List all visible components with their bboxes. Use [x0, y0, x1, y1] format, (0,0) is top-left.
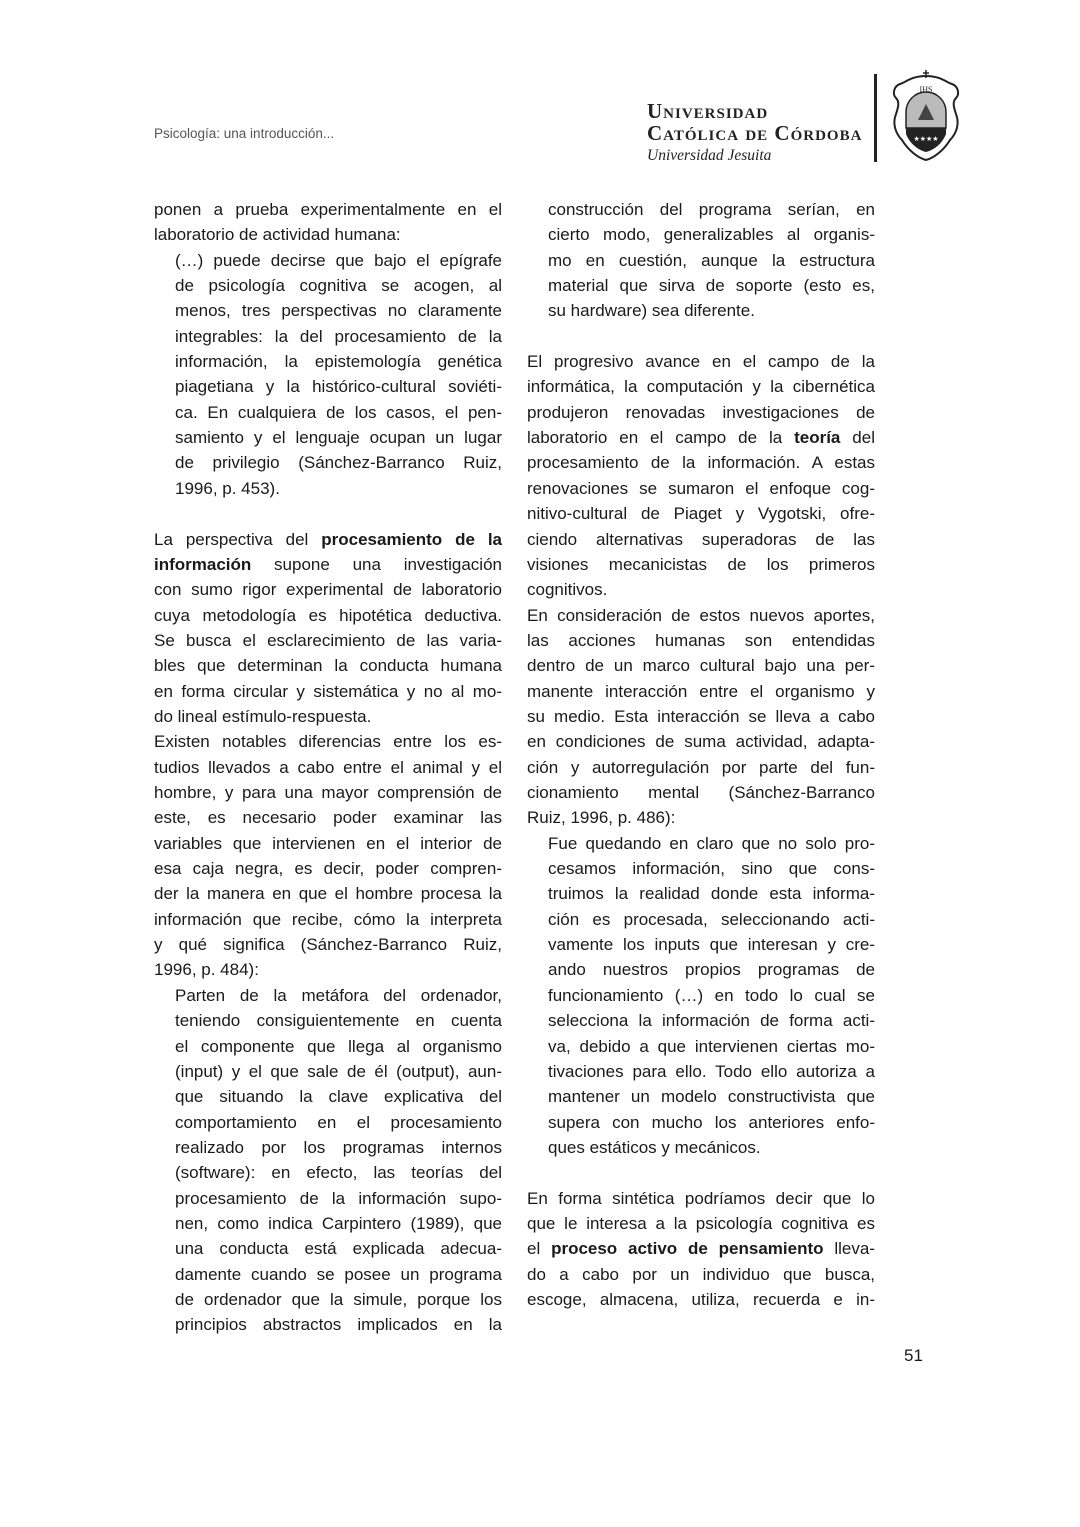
text-span: laboratorio en el campo de la — [527, 428, 795, 448]
text-line: Ruiz, 1996, p. 486): — [527, 808, 676, 828]
university-crest-icon — [890, 68, 962, 166]
text-line: vamente los inputs que interesan y cre- — [548, 935, 875, 955]
paragraph — [527, 1186, 875, 1313]
text-line: samiento y el lenguaje ocupan un lugar — [175, 428, 502, 448]
text-line: su hardware) sea diferente. — [548, 301, 755, 321]
text-line: (input) y el que sale de él (output), aun- — [175, 1061, 502, 1081]
text-line: esa caja negra, es decir, poder compren- — [154, 859, 502, 879]
text-line: truimos la realidad donde esta informa- — [548, 884, 875, 904]
text-line: der la manera en que el hombre procesa la — [154, 884, 502, 904]
university-tagline: Universidad Jesuita — [647, 147, 772, 164]
text-line — [527, 425, 875, 450]
text-line: do a cabo por un individuo que busca, — [527, 1264, 875, 1284]
text-line: integrables: la del procesamiento de la — [175, 326, 502, 346]
text-line: construcción del programa serían, en — [548, 200, 875, 219]
bold-term: teoría — [794, 428, 841, 448]
text-line: mantener un modelo constructivista que — [548, 1087, 875, 1107]
svg-text:★★★★: ★★★★ — [913, 136, 939, 143]
text-line: El progresivo avance en el campo de la — [527, 352, 875, 372]
text-span: supone una investigación — [251, 554, 502, 574]
text-line: comportamiento en el procesamiento — [175, 1112, 502, 1132]
text-line: y qué significa (Sánchez-Barranco Ruiz, — [154, 935, 502, 955]
text-line: En forma sintética podríamos decir que lo — [527, 1188, 875, 1208]
text-line: su medio. Esta interacción se lleva a cabo — [527, 706, 875, 726]
page-number: 51 — [904, 1346, 923, 1365]
text-line: nen, como indica Carpintero (1989), que — [175, 1213, 502, 1233]
text-line: do lineal estímulo-respuesta. — [154, 706, 372, 726]
text-line: este, es necesario poder examinar las — [154, 808, 502, 828]
bold-term: procesamiento de la — [321, 529, 503, 549]
text-line: funcionamiento (…) en todo lo cual se — [548, 985, 875, 1005]
text-line: que le interesa a la psicología cognitiva es — [527, 1213, 875, 1233]
university-name-line1: Universidad — [647, 99, 769, 123]
svg-text:IHS: IHS — [919, 85, 933, 94]
paragraph — [527, 603, 875, 831]
block-quote — [175, 983, 502, 1338]
text-line: las acciones humanas son entendidas — [527, 630, 875, 650]
text-line: visiones mecanicistas de los primeros — [527, 554, 875, 574]
header-divider — [874, 74, 877, 162]
text-line: material que sirva de soporte (esto es, — [548, 276, 875, 296]
text-line: supera con mucho los anteriores enfo- — [548, 1112, 875, 1132]
text-span: La perspectiva del — [154, 529, 322, 549]
text-line: ciendo alternativas superadoras de las — [527, 529, 875, 549]
text-line: de privilegio (Sánchez-Barranco Ruiz, — [175, 453, 502, 473]
text-line: ques estáticos y mecánicos. — [548, 1137, 761, 1157]
text-line: ción es procesada, seleccionando acti- — [548, 909, 875, 929]
text-line: ción y autorregulación por parte del fun- — [527, 757, 875, 777]
text-span: el — [527, 1239, 552, 1259]
text-line: cesamos información, sino que cons- — [548, 859, 875, 879]
text-line: cierto modo, generalizables al organis- — [548, 225, 875, 245]
text-line: Se busca el esclarecimiento de las varia- — [154, 630, 502, 650]
bold-term: información — [154, 554, 252, 574]
text-line: con sumo rigor experimental de laboratorio — [154, 580, 502, 600]
text-line: que situando la clave explicativa del — [175, 1087, 502, 1107]
paragraph — [154, 197, 502, 248]
text-line: damente cuando se posee un programa — [175, 1264, 502, 1284]
block-quote — [175, 248, 502, 501]
text-line: produjeron renovadas investigaciones de — [527, 402, 875, 422]
text-line: mo en cuestión, aunque la estructura — [548, 250, 875, 270]
text-line: En consideración de estos nuevos aportes, — [527, 605, 875, 625]
paragraph — [527, 349, 875, 602]
text-line: (software): en efecto, las teorías del — [175, 1163, 502, 1183]
text-line: en forma circular y sistemática y no al mo- — [154, 681, 502, 701]
paragraph — [154, 729, 502, 982]
text-line: una conducta está explicada adecua- — [175, 1239, 502, 1259]
text-line: realizado por los programas internos — [175, 1137, 502, 1157]
text-line: cuya metodología es hipotética deductiva. — [154, 605, 502, 625]
text-line: cionamiento mental (Sánchez-Barranco — [527, 783, 875, 802]
text-line: ando nuestros propios programas de — [548, 960, 875, 980]
text-line: información que recibe, cómo la interpreta — [154, 909, 502, 929]
text-line: Fue quedando en claro que no solo pro- — [548, 833, 875, 853]
text-line: Existen notables diferencias entre los es- — [154, 732, 502, 752]
text-line: laboratorio de actividad humana: — [154, 225, 401, 245]
text-line: el componente que llega al organismo — [175, 1036, 502, 1056]
text-line: bles que determinan la conducta humana — [154, 656, 502, 676]
text-line: va, debido a que intervienen ciertas mo- — [548, 1036, 875, 1056]
text-line: informática, la computación y la cibernética — [527, 377, 875, 397]
text-line: información, la epistemología genética — [175, 352, 502, 372]
text-line: manente interacción entre el organismo y — [527, 681, 875, 701]
block-quote — [548, 197, 875, 324]
text-line: piagetiana y la histórico-cultural soviéti- — [175, 377, 502, 397]
text-line — [154, 527, 502, 552]
block-quote — [548, 831, 875, 1160]
text-line: principios abstractos implicados en la — [175, 1315, 502, 1335]
text-line: 1996, p. 453). — [175, 478, 280, 498]
text-span: lleva- — [823, 1239, 875, 1259]
text-line: en condiciones de suma actividad, adapta- — [527, 732, 875, 752]
text-line: procesamiento de la información supo- — [175, 1188, 502, 1208]
text-line: escoge, almacena, utiliza, recuerda e in- — [527, 1290, 875, 1310]
text-line: de ordenador que la simule, porque los — [175, 1289, 502, 1309]
text-line: menos, tres perspectivas no claramente — [175, 301, 502, 321]
running-header: Psicología: una introducción... — [154, 126, 335, 141]
text-line: Parten de la metáfora del ordenador, — [175, 985, 502, 1005]
text-line: ponen a prueba experimentalmente en el — [154, 200, 502, 219]
text-line — [527, 1236, 875, 1261]
text-span: del — [840, 428, 875, 448]
text-line: tivaciones para ello. Todo ello autoriza a — [548, 1061, 875, 1081]
text-line: variables que intervienen en el interior de — [154, 833, 502, 853]
text-line: hombre, y para una mayor comprensión de — [154, 783, 502, 803]
text-line: 1996, p. 484): — [154, 960, 259, 980]
bold-term: proceso activo de pensamiento — [551, 1239, 824, 1259]
text-line: selecciona la información de forma acti- — [548, 1011, 875, 1031]
text-line: nitivo-cultural de Piaget y Vygotski, ofre- — [527, 504, 875, 524]
text-line: dentro de un marco cultural bajo una per- — [527, 656, 875, 676]
paragraph — [154, 527, 502, 730]
university-name-line2: Católica de Córdoba — [647, 121, 863, 145]
text-line: tudios llevados a cabo entre el animal y el — [154, 757, 502, 777]
text-line: de psicología cognitiva se acogen, al — [175, 276, 502, 296]
university-logo-text — [647, 100, 862, 168]
text-line — [154, 552, 502, 577]
text-line: procesamiento de la información. A estas — [527, 453, 875, 473]
text-line: teniendo consiguientemente en cuenta — [175, 1011, 502, 1031]
text-line: ca. En cualquiera de los casos, el pen- — [175, 402, 502, 422]
text-line: renovaciones se sumaron el enfoque cog- — [527, 478, 875, 498]
text-line: cognitivos. — [527, 580, 608, 600]
text-line: (…) puede decirse que bajo el epígrafe — [175, 250, 502, 270]
